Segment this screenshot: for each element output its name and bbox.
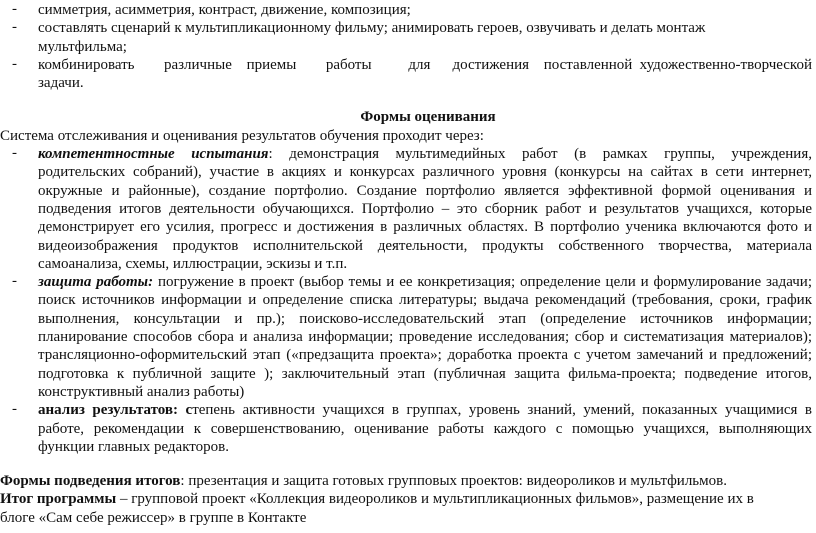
section-title: Формы оценивания <box>360 109 496 126</box>
text-line: планирование способов сбора и анализа информации; проведение исследования; сбор и систематизация материалов); <box>38 329 812 346</box>
term: компетентностные испытания <box>38 146 269 163</box>
text-line <box>38 401 812 419</box>
text-line: родительских собраний), участие в акциях и конкурсах различного уровня (конкурсы на сайтах в сети интернет, <box>38 164 812 181</box>
text-line: конструктивный анализ работы) <box>38 383 245 400</box>
text-line: окружные и районные), создание портфолио. Создание портфолио является эффективной формой оценивания и <box>38 182 812 199</box>
text-line: поиск источников информации и определение списка литературы; выдача рекомендаций (требования, сроки, график <box>38 292 812 309</box>
text-line: составлять сценарий к мультипликационному фильму; анимировать героев, озвучивать и делать монтаж <box>38 20 706 37</box>
text-line: выполнения, консультации и пр.); поисково-исследовательский этап (определение источников информации; <box>38 310 812 327</box>
bullet-dash: - <box>12 19 17 36</box>
program-result-text: – групповой проект «Коллекция видеороликов и мультипликационных фильмов», размещение их в <box>116 491 754 508</box>
term-text: погружение в проект (выбор темы и ее конкретизация; определение цели и формулирование задачи; <box>153 274 813 291</box>
text-line: видеоизображения продуктов исполнительской деятельности, продукты собственного творчества, материала <box>38 237 812 254</box>
program-result-continued: блоге «Сам себе режиссер» в группе в Контакте <box>0 509 307 526</box>
text-line <box>38 273 812 291</box>
bullet-dash: - <box>12 401 17 418</box>
assessment-item-analysis <box>0 401 816 456</box>
text-line: мультфильма; <box>38 38 127 55</box>
bullet-dash: - <box>12 145 17 162</box>
term-text: : демонстрация мультимедийных работ (в рамках группы, учреждения, <box>268 146 812 163</box>
text-line: задачи. <box>38 75 84 92</box>
text-line: комбинировать различные приемы работы для достижения поставленной художественно-творческой <box>38 56 812 73</box>
bullet-dash: - <box>12 1 17 17</box>
program-result <box>0 490 816 508</box>
text-line: подведения итогов деятельности обучающихся. Портфолио – это сборник работ и результатов учащихся, которые <box>38 200 812 217</box>
skill-item <box>0 1 816 19</box>
text-line: трансляционно-оформительский этап («предзащита проекта»; доработка проекта с учетом замечаний и предложений; <box>38 347 812 364</box>
text-line: самоанализа, схемы, иллюстрации, эскизы и т.п. <box>38 255 348 272</box>
bullet-dash: - <box>12 273 17 290</box>
text-line: подготовка к публичной защите ); заключительный этап (публичная защита фильма-проекта; подведение итогов, <box>38 365 812 382</box>
term-text: тепень активности учащихся в группах, уровень знаний, умений, показанных учащимися в <box>192 402 812 419</box>
summary-forms <box>0 472 816 490</box>
assessment-item-competence <box>0 145 816 273</box>
assessment-item-defense <box>0 273 816 401</box>
term: защита работы: <box>38 274 154 291</box>
skill-item <box>0 56 816 93</box>
summary-forms-text: : презентация и защита готовых групповых проектов: видеороликов и мультфильмов. <box>180 473 727 490</box>
text-line: симметрия, асимметрия, контраст, движение, композиция; <box>38 2 411 18</box>
text-line <box>38 145 812 163</box>
program-result-label: Итог программы <box>0 491 117 508</box>
intro-text: Система отслеживания и оценивания результатов обучения проходит через: <box>0 127 484 144</box>
text-line: демонстрирует его усилия, прогресс и достижения в различных областях. В портфолио ученика включаются фото и <box>38 219 812 236</box>
term: анализ результатов: с <box>38 402 193 419</box>
text-line: работе, рекомендации к совершенствованию, оценивание работы каждого с помощью учащихся, выполняющих <box>38 420 812 437</box>
summary-forms-label: Формы подведения итогов <box>0 473 181 490</box>
text-line: функции главных редакторов. <box>38 438 229 455</box>
bullet-dash: - <box>12 55 17 72</box>
skill-item <box>0 19 816 56</box>
